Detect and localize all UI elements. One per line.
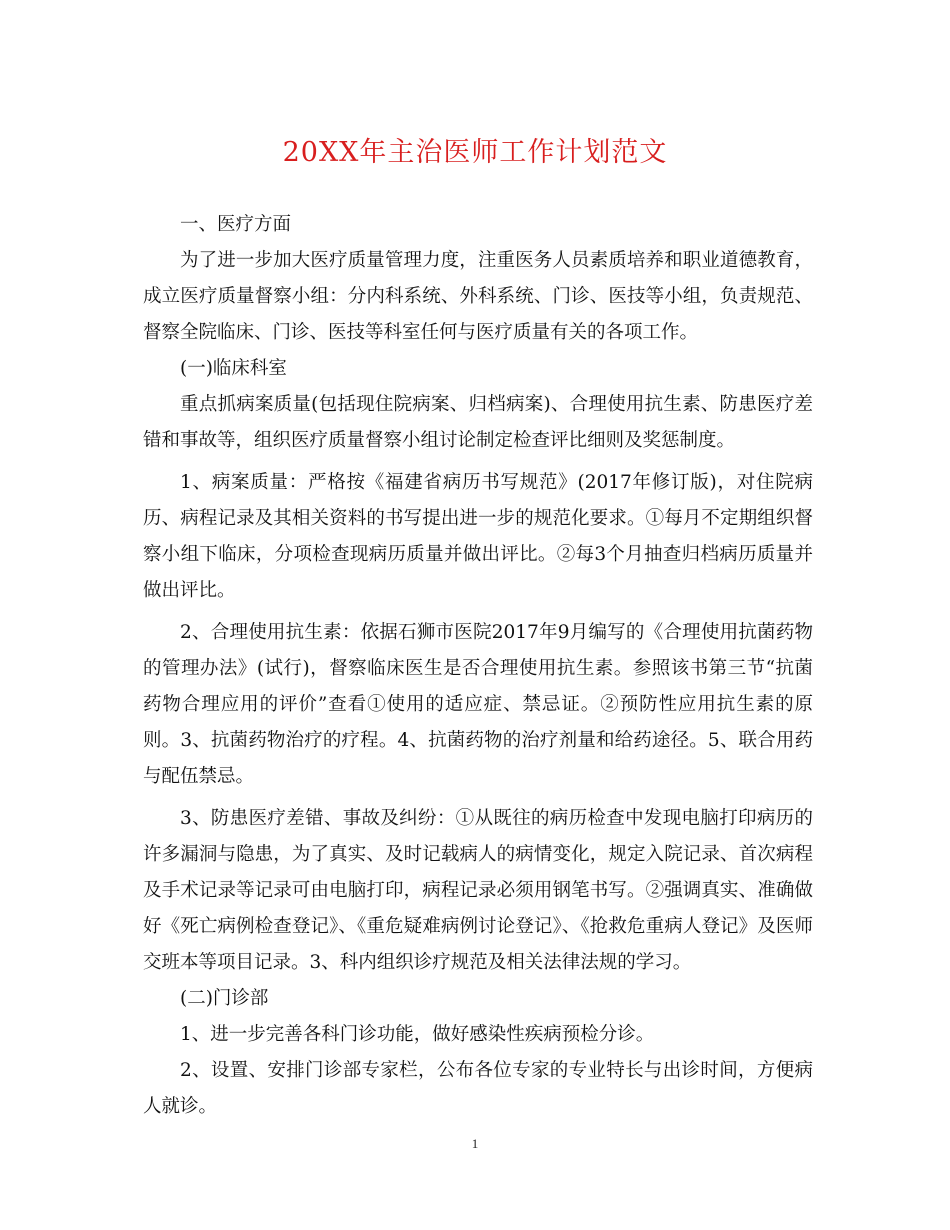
paragraph-error-prevention: 3、防患医疗差错、事故及纠纷：①从既往的病历检查中发现电脑打印病历的许多漏洞与隐患，为了真实、及时记载病人的病情变化，规定入院记录、首次病程及手术记录等记录可由电脑打印，病程记录必须用钢笔书写。②强调真实、准确做好《死亡病例检查登记》、《重危疑难病例讨论登记》、《抢救危重病人登记》及医师交班本等项目记录。3、科内组织诊疗规范及相关法律法规的学习。 <box>143 808 813 973</box>
document-body <box>143 207 813 1125</box>
subsection-heading-outpatient: (二)门诊部 <box>180 988 269 1009</box>
paragraph-outpatient-1: 1、进一步完善各科门诊功能，做好感染性疾病预检分诊。 <box>180 1024 655 1045</box>
subsection-heading-clinical: (一)临床科室 <box>180 358 287 379</box>
paragraph-antibiotics: 2、合理使用抗生素：依据石狮市医院2017年9月编写的《合理使用抗菌药物的管理办法》(试行)，督察临床医生是否合理使用抗生素。参照该书第三节“抗菌药物合理应用的评价”查看①使用的适应症、禁忌证。②预防性应用抗生素的原则。3、抗菌药物治疗的疗程。4、抗菌药物的治疗剂量和给药途径。5、联合用药与配伍禁忌。 <box>143 622 813 787</box>
page-number: 1 <box>471 1136 479 1151</box>
document-title: 20XX年主治医师工作计划范文 <box>282 137 668 168</box>
paragraph-clinical-focus: 重点抓病案质量(包括现住院病案、归档病案)、合理使用抗生素、防患医疗差错和事故等，组织医疗质量督察小组讨论制定检查评比细则及奖惩制度。 <box>143 394 813 451</box>
paragraph-case-quality: 1、病案质量：严格按《福建省病历书写规范》(2017年修订版)，对住院病历、病程记录及其相关资料的书写提出进一步的规范化要求。①每月不定期组织督察小组下临床，分项检查现病历质量并做出评比。②每3个月抽查归档病历质量并做出评比。 <box>143 472 813 601</box>
section-heading-medical: 一、医疗方面 <box>180 214 292 235</box>
paragraph-outpatient-2: 2、设置、安排门诊部专家栏，公布各位专家的专业特长与出诊时间，方便病人就诊。 <box>143 1060 813 1117</box>
paragraph-intro: 为了进一步加大医疗质量管理力度，注重医务人员素质培养和职业道德教育，成立医疗质量督察小组：分内科系统、外科系统、门诊、医技等小组，负责规范、督察全院临床、门诊、医技等科室任何与医疗质量有关的各项工作。 <box>143 250 813 343</box>
